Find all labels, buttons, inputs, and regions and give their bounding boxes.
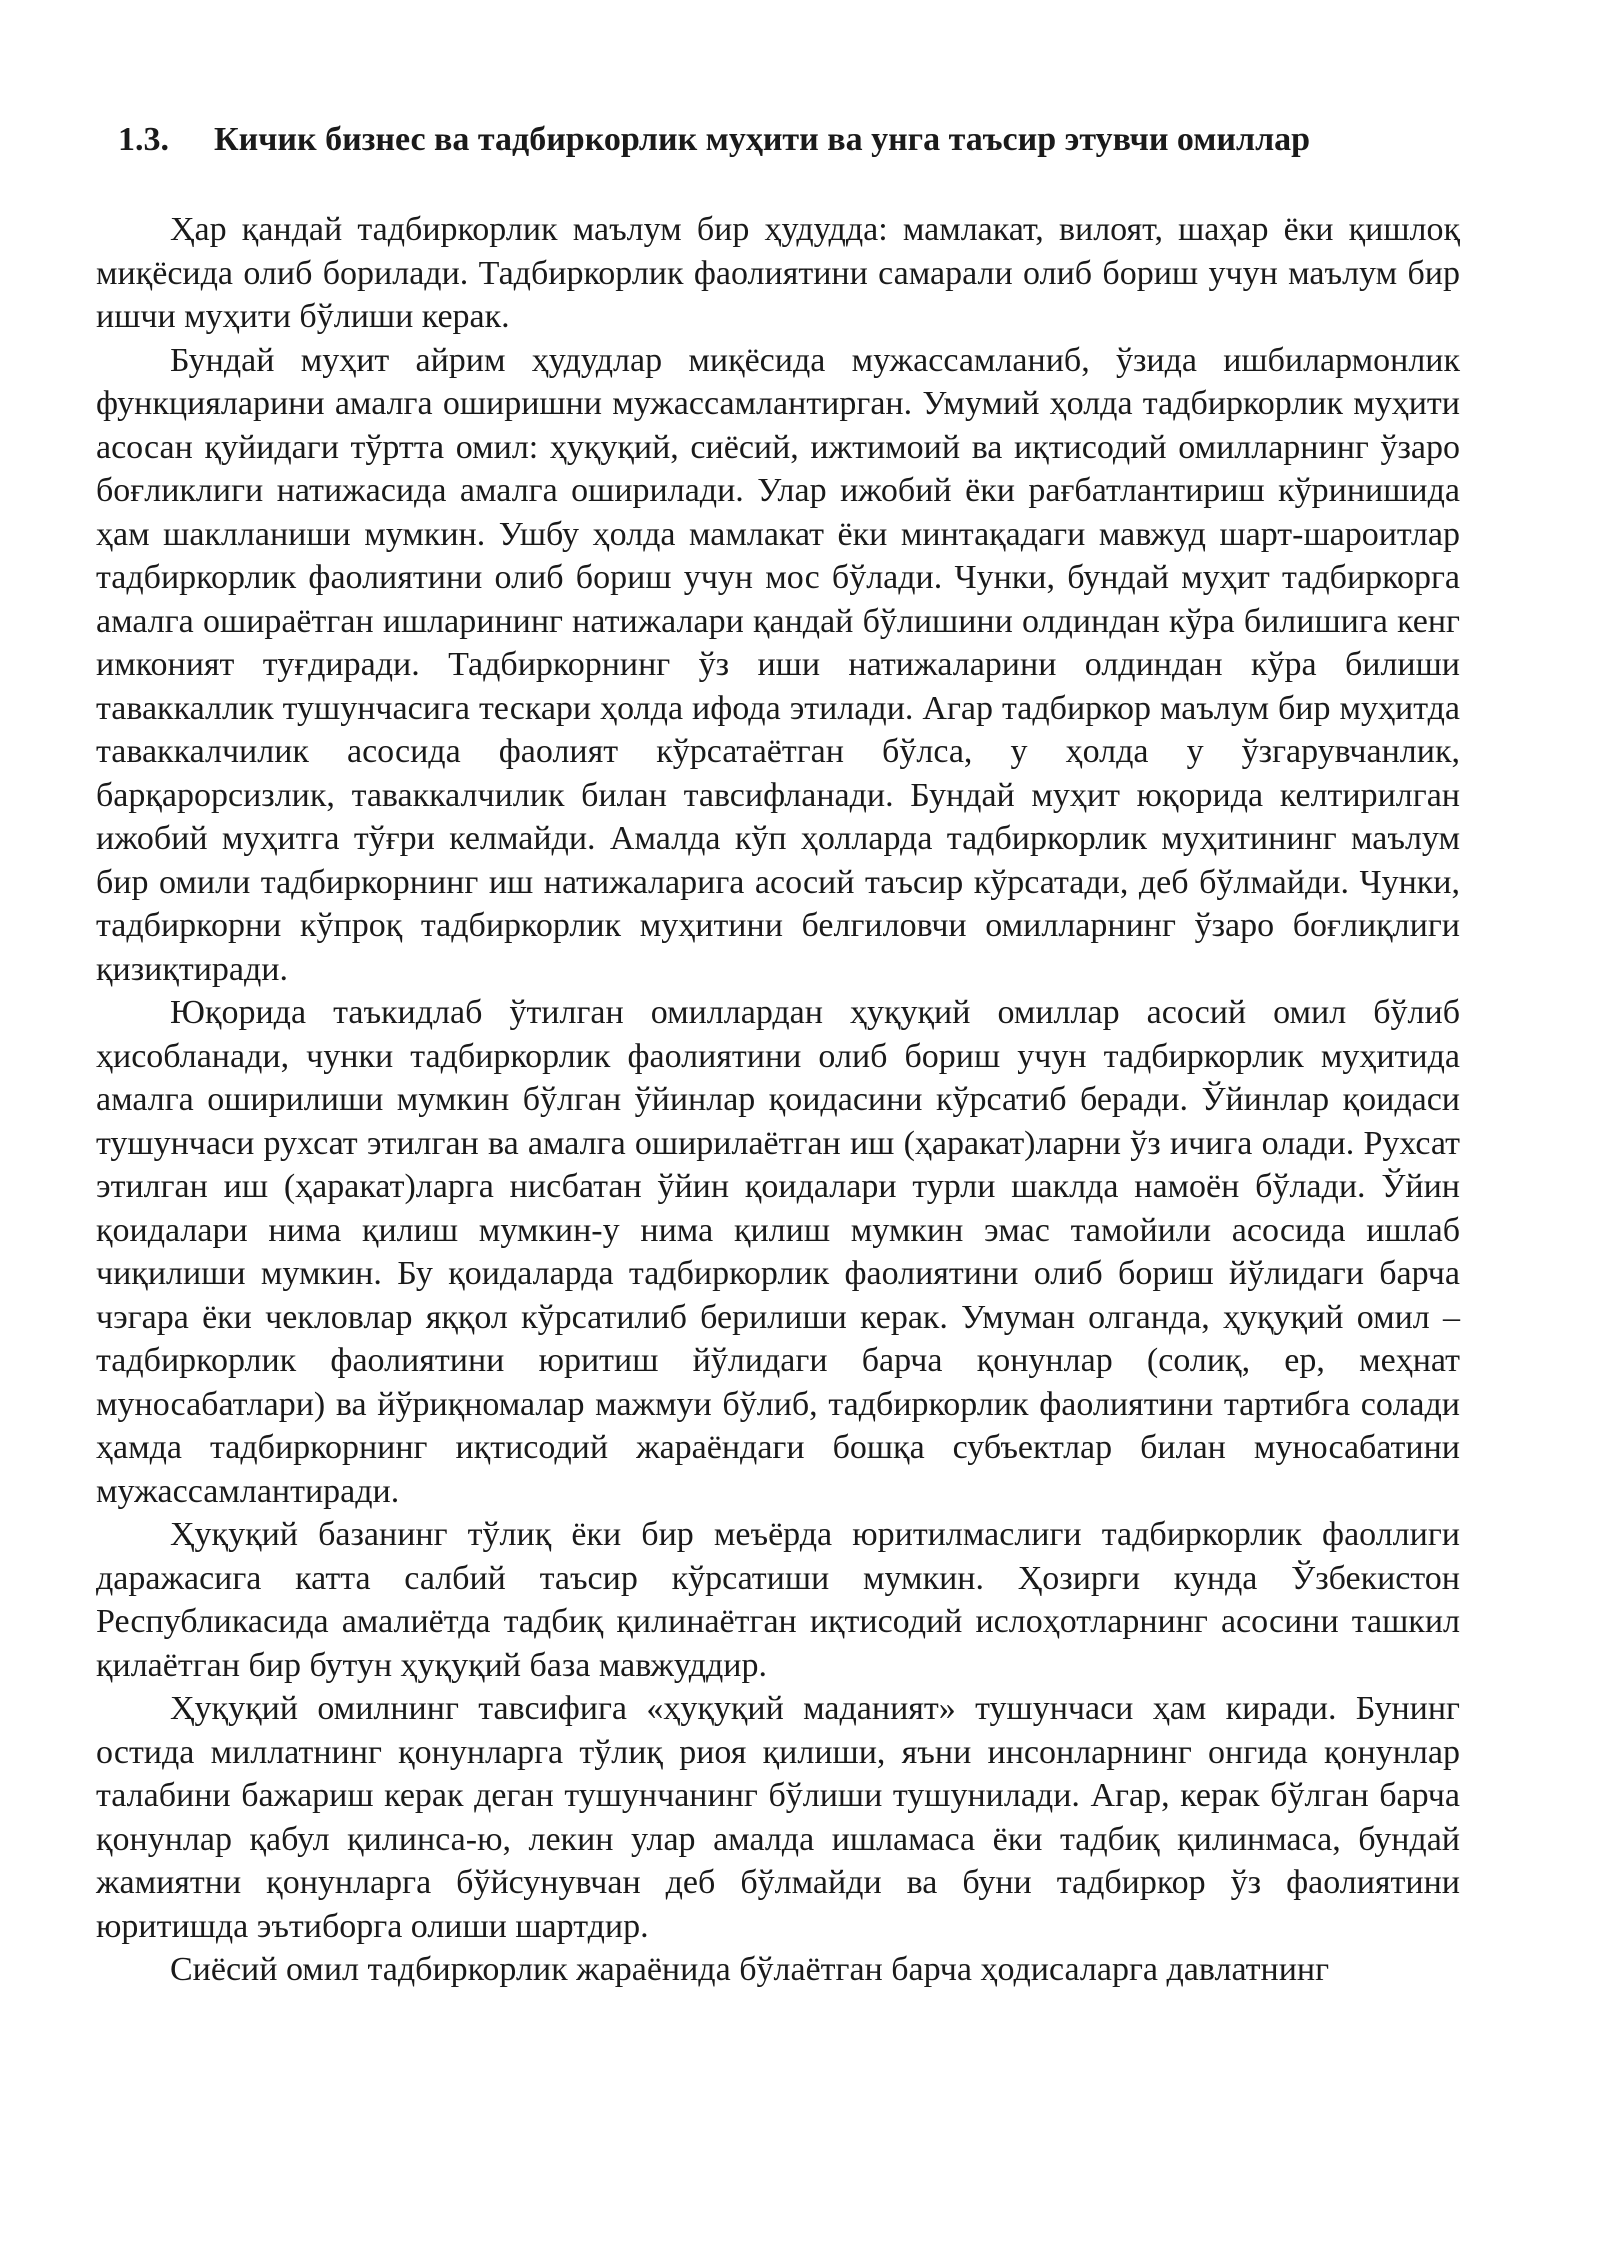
paragraph-2: Бундай муҳит айрим ҳудудлар миқёсида мужассамланиб, ўзида ишбилармонлик функцияларини амалга оширишни мужассамлантирган. Умумий ҳолда тадбиркорлик муҳити асосан қуйидаги тўртта омил: ҳуқуқий, сиёсий, ижтимоий ва иқтисодий омилларнинг ўзаро боғликлиги натижасида амалга оширилади. Улар ижобий ёки рағбатлантириш кўринишида ҳам шаклланиши мумкин. Ушбу ҳолда мамлакат ёки минтақадаги мавжуд шарт-шароитлар тадбиркорлик фаолиятини олиб бориш учун мос бўлади. Чунки, бундай муҳит тадбиркорга амалга ошираётган ишларининг натижалари қандай бўлишини олдиндан кўра билишига кенг имконият туғдиради. Тадбиркорнинг ўз иши натижаларини олдиндан кўра билиши таваккаллик тушунчасига тескари ҳолда ифода этилади. Агар тадбиркор маълум бир муҳитда таваккалчилик асосида фаолият кўрсатаётган бўлса, у ҳолда у ўзгарувчанлик, барқарорсизлик, таваккалчилик билан тавсифланади. Бундай муҳит юқорида келтирилган ижобий муҳитга тўғри келмайди. Амалда кўп ҳолларда тадбиркорлик муҳитининг маълум бир омили тадбиркорнинг иш натижаларига асосий таъсир кўрсатади, деб бўлмайди. Чунки, тадбиркорни кўпроқ тадбиркорлик муҳитини белгиловчи омилларнинг ўзаро боғлиқлиги қизиқтиради. bbox=[96, 341, 1460, 988]
paragraph-3: Юқорида таъкидлаб ўтилган омиллардан ҳуқуқий омиллар асосий омил бўлиб ҳисобланади, чунки тадбиркорлик фаолиятини олиб бориш учун тадбиркорлик муҳитида амалга оширилиши мумкин бўлган ўйинлар қоидасини кўрсатиб беради. Ўйинлар қоидаси тушунчаси рухсат этилган ва амалга оширилаётган иш (ҳаракат)ларни ўз ичига олади. Рухсат этилган иш (ҳаракат)ларга нисбатан ўйин қоидалари турли шаклда намоён бўлади. Ўйин қоидалари нима қилиш мумкин-у нима қилиш мумкин эмас тамойили асосида ишлаб чиқилиши мумкин. Бу қоидаларда тадбиркорлик фаолиятини олиб бориш йўлидаги барча чэгара ёки чекловлар яққол кўрсатилиб берилиши керак. Умуман олганда, ҳуқуқий омил – тадбиркорлик фаолиятини юритиш йўлидаги барча қонунлар (солиқ, ер, меҳнат муносабатлари) ва йўриқномалар мажмуи бўлиб, тадбиркорлик фаолиятини тартибга солади ҳамда тадбиркорнинг иқтисодий жараёндаги бошқа субъектлар билан муносабатини мужассамлантиради. bbox=[96, 994, 1460, 1510]
paragraph-5: Ҳуқуқий омилнинг тавсифига «ҳуқуқий маданият» тушунчаси ҳам киради. Бунинг остида миллатнинг қонунларга тўлиқ риоя қилиши, яъни инсонларнинг онгида қонунлар талабини бажариш керак деган тушунчанинг бўлиши тушунилади. Агар, керак бўлган барча қонунлар қабул қилинса-ю, лекин улар амалда ишламаса ёки тадбиқ қилинмаса, бундай жамиятни қонунларга бўйсунувчан деб бўлмайди ва буни тадбиркор ўз фаолиятини юритишда эътиборга олиши шартдир. bbox=[96, 1690, 1460, 1945]
section-number: 1.3. bbox=[118, 121, 169, 158]
document-body bbox=[96, 208, 1460, 1992]
paragraph-1: Ҳар қандай тадбиркорлик маълум бир ҳудудда: мамлакат, вилоят, шаҳар ёки қишлоқ миқёсида олиб борилади. Тадбиркорлик фаолиятини самарали олиб бориш учун маълум бир ишчи муҳити бўлиши керак. bbox=[96, 211, 1460, 335]
paragraph-4: Ҳуқуқий базанинг тўлиқ ёки бир меъёрда юритилмаслиги тадбиркорлик фаоллиги даражасига катта салбий таъсир кўрсатиши мумкин. Ҳозирги кунда Ўзбекистон Республикасида амалиётда тадбиқ қилинаётган иқтисодий ислоҳотларнинг асосини ташкил қилаётган бир бутун ҳуқуқий база мавжуддир. bbox=[96, 1516, 1460, 1684]
section-heading bbox=[118, 118, 1498, 162]
paragraph-6: Сиёсий омил тадбиркорлик жараёнида бўлаётган барча ҳодисаларга давлатнинг bbox=[170, 1951, 1330, 1988]
section-title: Кичик бизнес ва тадбиркорлик муҳити ва унга таъсир этувчи омиллар bbox=[214, 121, 1311, 158]
